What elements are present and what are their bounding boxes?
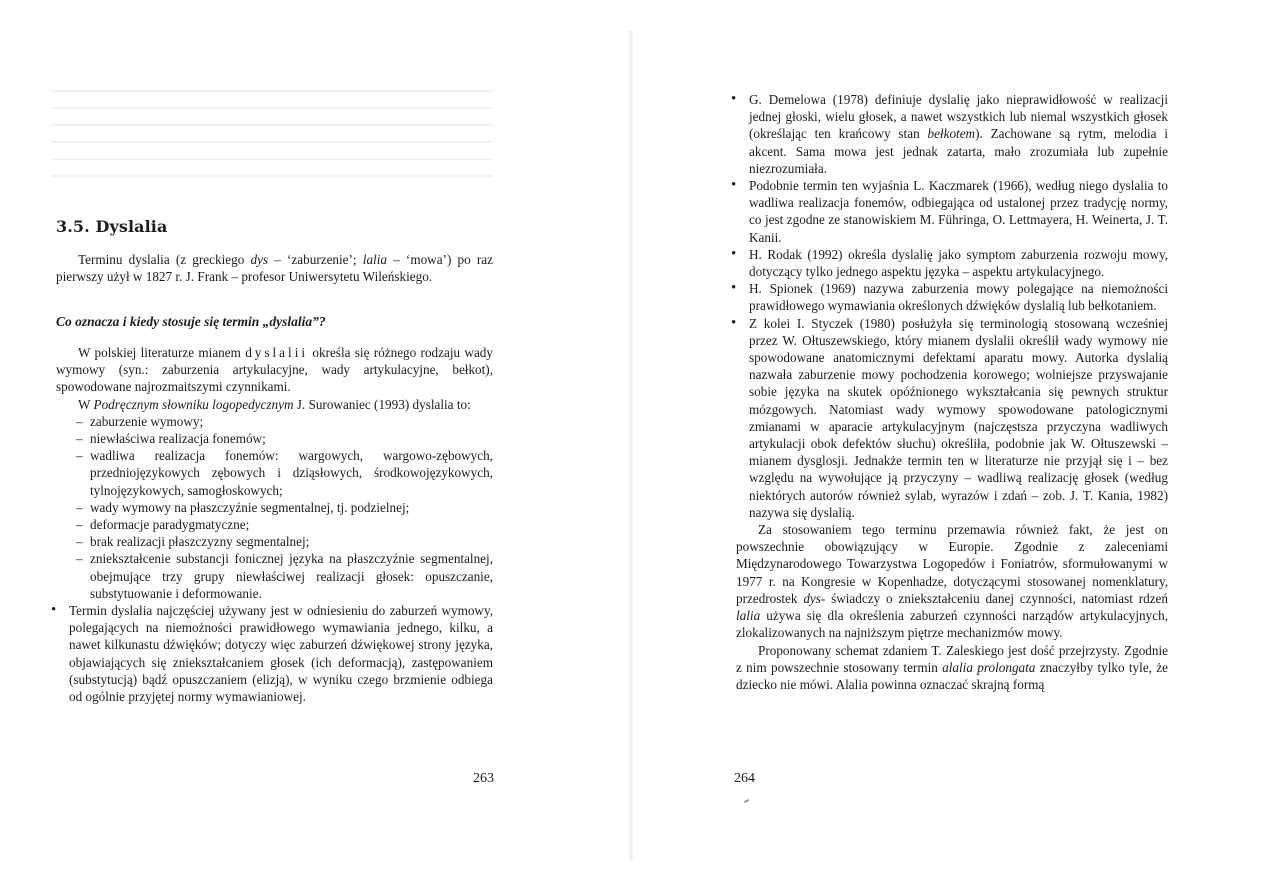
bullet-item: • H. Rodak (1992) określa dyslalię jako symptom zaburzenia rozwoju mowy, dotyczący tylko jednego aspektu języka – aspektu artykulacyjnego.	[736, 246, 1168, 280]
right-body	[736, 91, 1168, 693]
list-item: – zniekształcenie substancji fonicznej języka na płaszczyźnie segmentalnej, obejmujące trzy grupy niewłaściwej realizacji głosek: opuszczanie, substytuowanie i deformowanie.	[76, 550, 493, 602]
paragraph: Proponowany schemat zdaniem T. Zaleskiego jest dość przejrzysty. Zgodnie z nim powszechnie stosowany termin alalia prolongata znaczyłby tylko tyle, że dziecko nie mówi. Alalia powinna oznaczać skrajną formą	[736, 642, 1168, 692]
paragraph: Za stosowaniem tego terminu przemawia również fakt, że jest on powszechnie obowiązujący w Europie. Zgodnie z zaleceniami Międzynarodowego Towarzystwa Logopedów i Foniatrów, sformułowanymi w 1977 r. na Kongresie w Kopenhadze, dotyczącymi stosowanej nomenklatury, przedrostek dys- świadczy o zniekształceniu danej czynności, natomiast rdzeń lalia używa się dla określenia zaburzeń czynności narządów artykulacyjnych, zlokalizowanych na najniższym piętrze mechanizmów mowy.	[736, 522, 1169, 641]
list-item: – zaburzenie wymowy;	[76, 413, 493, 430]
bullet-item: • Podobnie termin ten wyjaśnia L. Kaczmarek (1966), według niego dyslalia to wadliwa realizacja fonemów, odbiegająca od ustalonej przez tradycję normy, co jest zgodne ze stanowiskiem M. Führinga, O. Lettmayera, H. Weinerta, J. T. Kanii.	[736, 177, 1168, 246]
paragraph: W polskiej literaturze mianem dyslalii określa się różnego rodzaju wady wymowy (syn.: zaburzenia artykulacyjne, wady artykulacyjne, bełkot), spowodowane najrozmaitszymi czynnikami.	[56, 345, 493, 395]
paragraph: W Podręcznym słowniku logopedycznym J. Surowaniec (1993) dyslalia to:	[78, 396, 471, 412]
bullet-item: • H. Spionek (1969) nazywa zaburzenia mowy polegające na niemożności prawidłowego wymawiania określonych dźwięków dyslalią lub bełkotaniem.	[736, 280, 1168, 314]
page-number: 264	[734, 771, 755, 786]
list-item: – brak realizacji płaszczyzny segmentalnej;	[76, 533, 493, 550]
subheading: Co oznacza i kiedy stosuje się termin „dyslalia”?	[56, 314, 326, 329]
page-264	[634, 0, 1263, 893]
bullet-item: • G. Demelowa (1978) definiuje dyslalię jako nieprawidłowość w realizacji jednej głoski, wielu głosek, a nawet wszystkich lub niemal wszystkich głosek (określając ten krańcowy stan bełkotem). Zachowane są rytm, melodia i akcent. Sama mowa jest jednak zatarta, mało zrozumiała lub zupełnie niezrozumiała.	[736, 91, 1168, 177]
intro-paragraph: Terminu dyslalia (z greckiego dys – ‘zaburzenie’; lalia – ‘mowa’) po raz pierwszy użył w 1827 r. J. Frank – profesor Uniwersytetu Wileńskiego.	[56, 252, 493, 285]
page-number: 263	[473, 771, 494, 786]
list-item: – wady wymowy na płaszczyźnie segmentalnej, tj. podzielnej;	[76, 499, 493, 516]
section-title: 3.5. Dyslalia	[56, 217, 168, 236]
bullet-list	[736, 91, 1168, 521]
bullet-item: • Z kolei I. Styczek (1980) posłużyła się terminologią stosowaną wcześniej przez W. Ołtuszewskiego, który mianem dyslalii określił wady wymowy nie spowodowane anatomicznymi defektami aparatu mowy. Autorka dyslalią nazwała zaburzenie mowy pochodzenia korowego; wolniejsze przyswajanie sobie języka na skutek opóźnionego wykształcania się pewnych struktur mózgowych. Natomiast wady wymowy spowodowane patologicznymi zmianami w aparacie artykulacyjnym (najczęstsza przyczyna wadliwych artykulacji obok defektów słuchu) określiła, podobnie jak W. Ołtuszewski – mianem dysglosji. Jednakże termin ten w literaturze nie przyjął się i – bez względu na wywołujące ją przyczyny – wadliwą realizację głosek (według niektórych autorów również sylab, wyrazów i zdań – zob. J. T. Kania, 1982) nazywa się dyslalią.	[736, 315, 1168, 521]
list-item: – niewłaściwa realizacja fonemów;	[76, 430, 493, 447]
bullet-list	[56, 602, 493, 705]
dash-list	[56, 413, 493, 602]
bleed-through-text	[52, 90, 492, 180]
page-263	[0, 0, 628, 893]
list-item: – deformacje paradygmatyczne;	[76, 516, 493, 533]
bullet-item: • Termin dyslalia najczęściej używany jest w odniesieniu do zaburzeń wymowy, polegających na niemożności prawidłowego wymawiania jednego, kilku, a nawet kilkunastu dźwięków; dotyczy więc zaburzeń dźwiękowej strony języka, objawiających się zniekształcaniem głosek (ich deformacją), zastępowaniem (substytucją) bądź opuszczaniem (elizją), w wyniku czego brzmienie odbiega od ogólnie przyjętej normy wymawianiowej.	[56, 602, 493, 705]
definition-body	[56, 344, 493, 705]
list-item: – wadliwa realizacja fonemów: wargowych, wargowo-zębowych, przedniojęzykowych zębowych i dziąsłowych, środkowojęzykowych, tylnojęzykowych, samogłoskowych;	[76, 447, 493, 499]
